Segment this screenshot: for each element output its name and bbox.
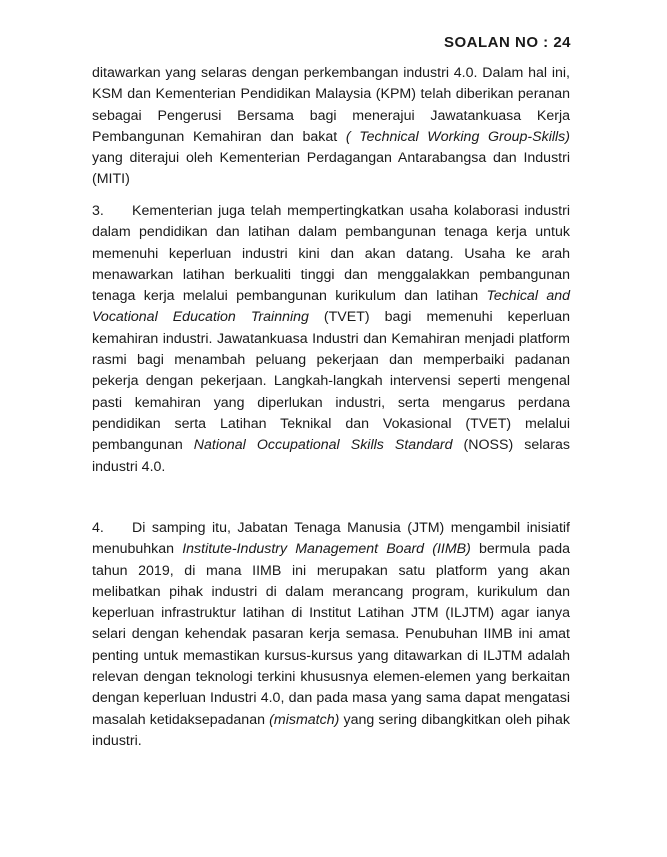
paragraph-italic-text: (mismatch)	[269, 711, 340, 728]
paragraph-text: Kementerian juga telah mempertingkatkan usaha kolaborasi industri dalam pendidikan dan latihan dalam pembangunan tenaga kerja untuk memenuhi keperluan industri kini dan akan datang. Usaha ke arah menawarkan latihan berkualiti tinggi dan menggalakkan pembangunan tenaga kerja melalui pembangunan kurikulum dan latihan	[92, 203, 570, 305]
paragraph-text: ditawarkan yang selaras dengan perkembangan industri 4.0. Dalam hal ini, KSM dan Kementerian Pendidikan Malaysia (KPM) telah diberikan peranan sebagai Pengerusi Bersama bagi menerajui Jawatankuasa Kerja Pembangunan Kemahiran dan bakat	[92, 65, 570, 145]
paragraph-number: 4.	[92, 520, 104, 536]
paragraph-italic-text: Techical and Vocational Education Trainning	[92, 288, 570, 326]
paragraph-italic-text: National Occupational Skills Standard	[193, 437, 453, 454]
paragraph-number: 3.	[92, 203, 104, 219]
paragraph-text: yang sering dibangkitkan oleh pihak industri.	[92, 711, 570, 749]
paragraph-text: (NOSS) selaras industri 4.0.	[92, 437, 570, 475]
paragraph-text: (TVET) bagi memenuhi keperluan kemahiran industri. Jawatankuasa Industri dan Kemahiran menjadi platform rasmi bagi menambah peluang pekerjaan dan memperbaiki padanan pekerja dengan pekerjaan. Langkah-langkah intervensi seperti mengenal pasti kemahiran yang diperlukan industri, serta mengarus perdana pendidikan serta Latihan Teknikal dan Vokasional (TVET) melalui pembangunan	[92, 309, 570, 454]
paragraph-text: yang diterajui oleh Kementerian Perdagangan Antarabangsa dan Industri (MITI)	[92, 150, 570, 188]
question-number-heading: SOALAN NO : 24	[443, 34, 571, 51]
paragraph-text: bermula pada tahun 2019, di mana IIMB ini merupakan satu platform yang akan melibatkan pihak industri di dalam merancang program, kurikulum dan keperluan infrastruktur latihan di Institut Latihan JTM (ILJTM) agar ianya selari dengan kehendak pasaran kerja semasa. Penubuhan IIMB ini amat penting untuk memastikan kursus-kursus yang ditawarkan di ILJTM adalah relevan dengan teknologi terkini khususnya elemen-elemen yang berkaitan dengan keperluan Industri 4.0, dan pada masa yang sama dapat mengatasi masalah ketidaksepadanan	[92, 541, 571, 728]
paragraph-4	[92, 518, 570, 752]
paragraph-3	[92, 201, 570, 478]
paragraph-text: Di samping itu, Jabatan Tenaga Manusia (JTM) mengambil inisiatif menubuhkan	[92, 520, 570, 558]
paragraph-italic-text: Institute-Industry Management Board (IIMB)	[182, 541, 471, 558]
paragraph-italic-text: ( Technical Working Group-Skills)	[345, 128, 570, 145]
paragraph-continuation	[92, 63, 570, 191]
